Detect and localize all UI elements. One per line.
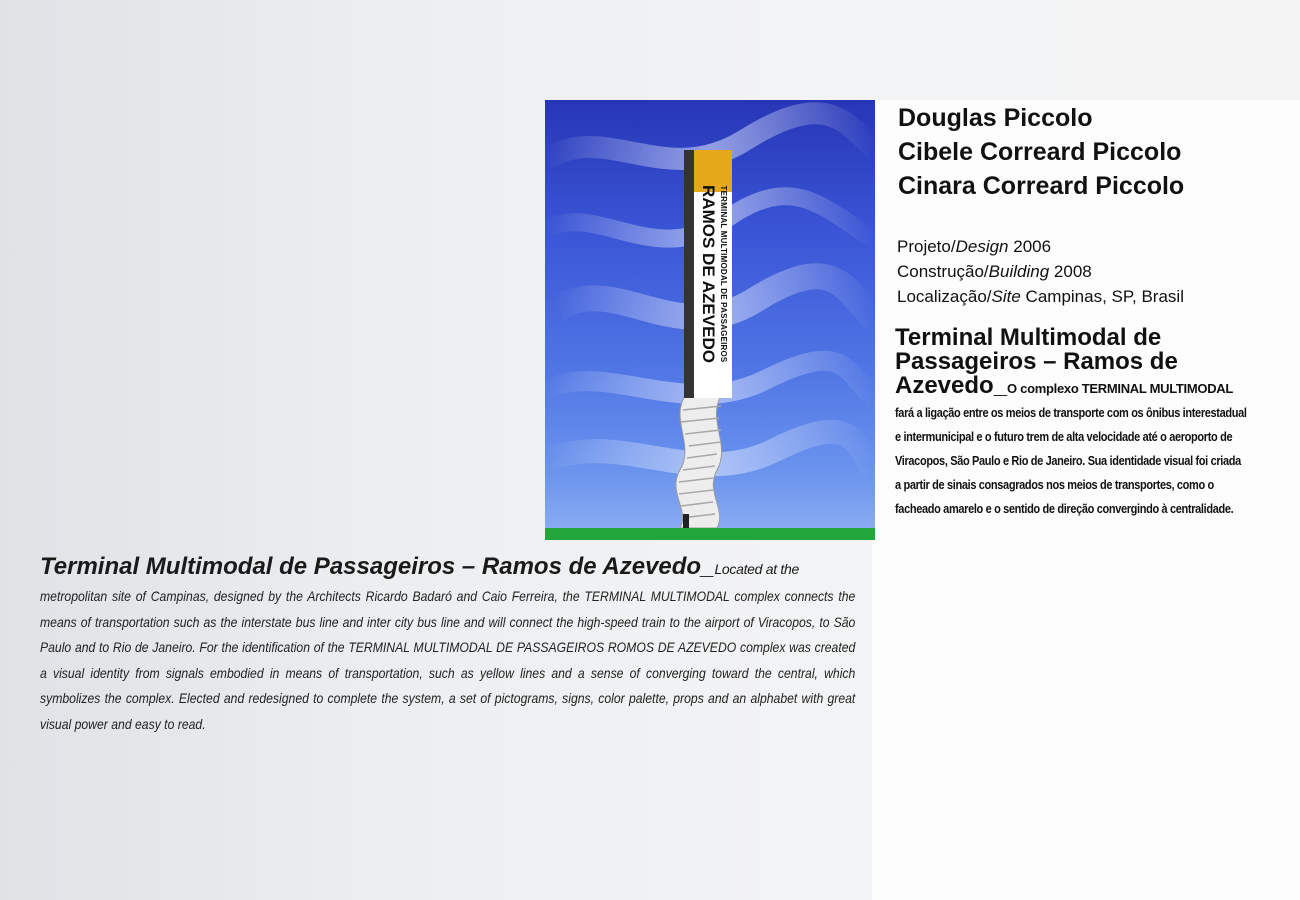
sign-line-1: TERMINAL MULTIMODAL DE PASSAGEIROS (719, 185, 728, 363)
en-heading (40, 552, 855, 584)
en-lead-text: Located at the (714, 561, 799, 577)
pt-heading (895, 326, 1290, 401)
author-name: Douglas Piccolo (898, 104, 1093, 132)
meta-label: Construção/ (897, 262, 989, 281)
sign-line-2: RAMOS DE AZEVEDO (699, 185, 718, 363)
meta-label: Localização/ (897, 287, 992, 306)
en-title-text: Terminal Multimodal de Passageiros – Ramos de Azevedo_ (40, 553, 715, 580)
meta-label-en: Building (988, 262, 1050, 281)
pt-lead-text: O complexo TERMINAL MULTIMODAL (1007, 381, 1234, 396)
authors-list (898, 101, 1184, 203)
portuguese-description (895, 326, 1290, 521)
meta-value: 2008 (1053, 262, 1092, 281)
project-meta (897, 234, 1184, 309)
meta-site-row (897, 284, 1184, 309)
meta-value: Campinas, SP, Brasil (1025, 287, 1184, 306)
tower-sign (684, 150, 732, 398)
author-name: Cinara Correard Piccolo (898, 172, 1185, 200)
english-description (40, 552, 855, 737)
meta-building-row (897, 259, 1184, 284)
pt-body-text: fará a ligação entre os meios de transporte com os ônibus interestadual e intermunicipal e o futuro trem de alta velocidade até o aeroporto de Viracopos, São Paulo e Rio de Janeiro. Sua identidade visual foi criada a partir de sinais consagrados nos meios de transportes, como o facheado amarelo e o sentido de direção convergindo à centralidade. (895, 406, 1247, 516)
meta-value: 2006 (1013, 237, 1052, 256)
person-silhouette (683, 514, 689, 528)
en-body-text: metropolitan site of Campinas, designed by the Architects Ricardo Badaró and Caio Ferreira, the TERMINAL MULTIMODAL complex connects the means of transportation such as the interstate bus line and inter city bus line and will connect the high-speed train to the airport of Viracopos, to São Paulo and to Rio de Janeiro. For the identification of the TERMINAL MULTIMODAL DE PASSAGEIROS ROMOS DE AZEVEDO complex was created a visual identity from signals embodied in means of transportation, such as yellow lines and a sense of converging toward the central, which symbolizes the complex. Elected and redesigned to complete the system, a set of pictograms, signs, color palette, props and an alphabet with great visual power and easy to read. (40, 588, 856, 732)
meta-label: Projeto/ (897, 237, 956, 256)
meta-label-en: Design (955, 237, 1009, 256)
author-name: Cibele Correard Piccolo (898, 138, 1182, 166)
pt-title-text: Terminal Multimodal de Passageiros – Ramos de Azevedo_ (895, 324, 1178, 399)
grass-strip (545, 528, 875, 540)
meta-label-en: Site (991, 287, 1021, 306)
meta-design-row (897, 234, 1184, 259)
